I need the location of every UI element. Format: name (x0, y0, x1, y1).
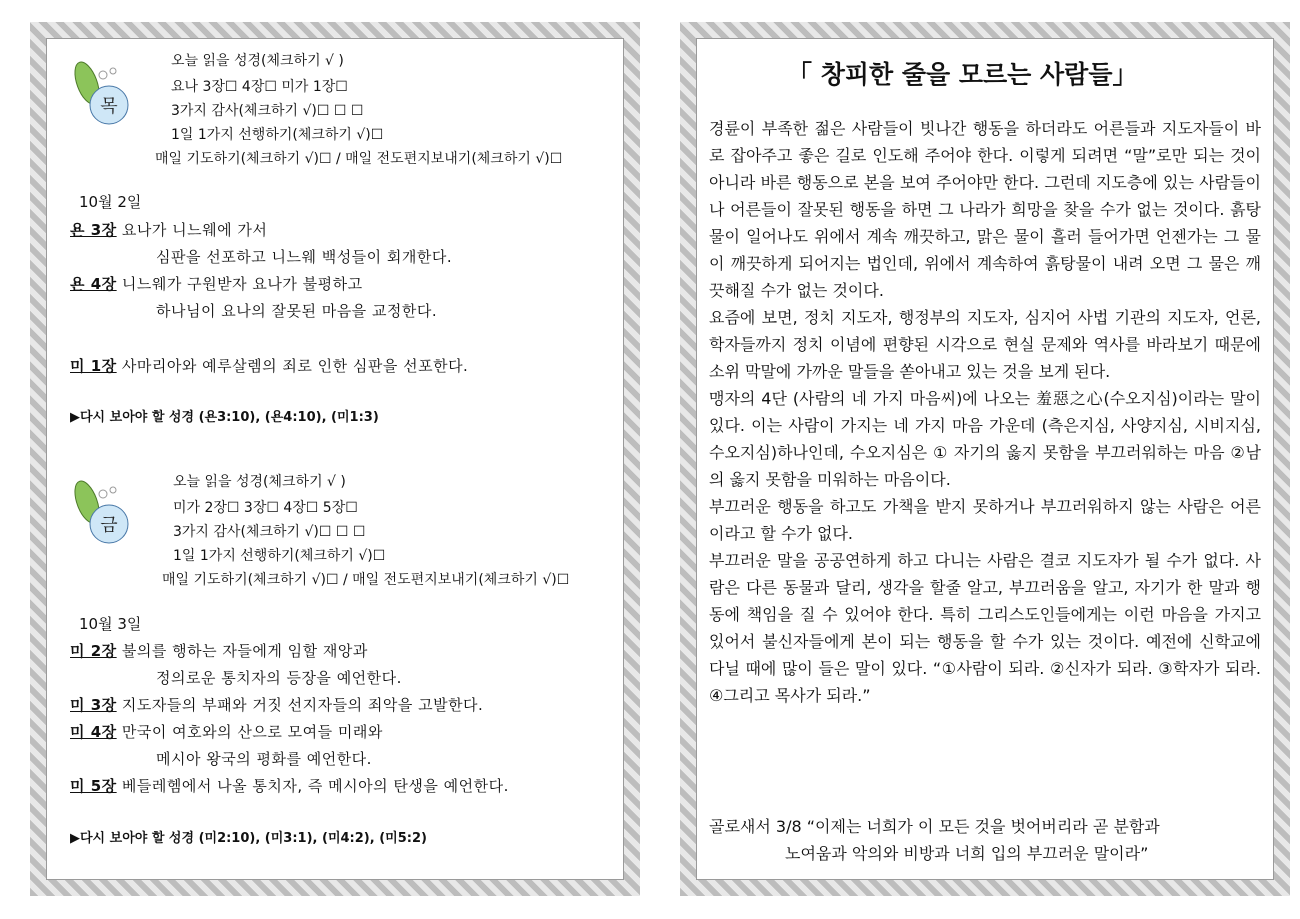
verse-line (70, 640, 368, 661)
essay-title: 「 창피한 줄을 모르는 사람들」 (787, 60, 1138, 89)
verse-continuation: 심판을 선포하고 니느웨 백성들이 회개한다. (156, 248, 453, 266)
verse-text: 지도자들의 부패와 거짓 선지자들의 죄악을 고발한다. (121, 696, 484, 714)
leaf-badge-icon (69, 57, 135, 127)
reading-check-title: 오늘 읽을 성경(체크하기 √ ) (171, 53, 344, 69)
reading-chapters-checklist[interactable]: 미가 2장☐ 3장☐ 4장☐ 5장☐ (173, 500, 358, 516)
thanks-checklist[interactable]: 3가지 감사(체크하기 √)☐ ☐ ☐ (171, 103, 364, 119)
verse-ref: 미 1장 (70, 357, 117, 375)
reading-date: 10월 3일 (79, 615, 142, 633)
verse-continuation: 하나님이 요나의 잘못된 마음을 교정한다. (156, 302, 438, 320)
verse-continuation: 메시아 왕국의 평화를 예언한다. (156, 750, 372, 768)
verse-text: 베들레헴에서 나올 통치자, 즉 메시아의 탄생을 예언한다. (121, 777, 509, 795)
day-label: 목 (100, 96, 118, 117)
verse-ref: 미 2장 (70, 642, 117, 660)
thanks-checklist[interactable]: 3가지 감사(체크하기 √)☐ ☐ ☐ (173, 524, 366, 540)
essay-paragraph: 맹자의 4단 (사람의 네 가지 마음씨)에 나오는 羞惡之心(수오지심)이라는 말이 있다. 이는 사람이 가지는 네 가지 마음 가운데 (측은지심, 사양지심, 시비지심, 수오지심)하나인데, 수오지심은 ① 자기의 옳지 못함을 부끄러워하는 마음 ②남의 옳지 못함을 미워하는 마음이다. (709, 389, 1261, 489)
right-page-content (696, 38, 1274, 880)
left-page (30, 22, 640, 896)
good-deed-checklist[interactable]: 1일 1가지 선행하기(체크하기 √)☐ (171, 127, 384, 143)
verse-ref: 미 3장 (70, 696, 117, 714)
essay-paragraph: 경륜이 부족한 젊은 사람들이 빗나간 행동을 하더라도 어른들과 지도자들이 바로 잡아주고 좋은 길로 인도해 주어야 한다. 이렇게 되려면 “말”로만 되는 것이 아니라 바른 행동으로 본을 보여 주어야만 한다. 그런데 지도층에 있는 사람들이나 어른들이 잘못된 행동을 하면 그 나라가 희망을 찾을 수가 없는 것이다. 흙탕물이 일어나도 위에서 계속 깨끗하고, 맑은 물이 흘러 들어가면 언젠가는 그 물이 깨끗하게 되어지는 법인데, 위에서 계속하여 흙탕물이 내려 오면 그 물은 깨끗해질 수가 없는 것이다. (709, 119, 1261, 300)
verse-line (70, 694, 483, 715)
scripture-quote (709, 813, 1261, 867)
quote-line: 노여움과 악의와 비방과 너희 입의 부끄러운 말이라” (785, 844, 1149, 863)
verse-line (70, 775, 509, 796)
verse-ref: 욘 4장 (70, 275, 117, 293)
verse-line (70, 721, 383, 742)
verse-continuation: 정의로운 통치자의 등장을 예언한다. (156, 669, 402, 687)
quote-line: 골로새서 3/8 “이제는 너희가 이 모든 것을 벗어버리라 곧 분함과 (709, 817, 1160, 836)
reading-chapters-checklist[interactable]: 요나 3장☐ 4장☐ 미가 1장☐ (171, 79, 348, 95)
verse-text: 불의를 행하는 자들에게 임할 재앙과 (121, 642, 368, 660)
verse-line (70, 355, 468, 376)
reading-check-title: 오늘 읽을 성경(체크하기 √ ) (173, 474, 346, 490)
left-page-content (46, 38, 624, 880)
essay-paragraph: 부끄러운 말을 공공연하게 하고 다니는 사람은 결코 지도자가 될 수가 없다. 사람은 다른 동물과 달리, 생각을 할줄 알고, 부끄러움을 알고, 자기가 한 말과 행동에 책임을 질 수 있어야 한다. 특히 그리스도인들에게는 이런 마음을 가지고 있어서 불신자들에게 본이 되는 행동을 할 수가 있는 것이다. 예전에 신학교에 다닐 때에 많이 들은 말이 있다. “①사람이 되라. ②신자가 되라. ③학자가 되라. ④그리고 목사가 되라.” (709, 551, 1261, 705)
day-label: 금 (100, 515, 118, 536)
essay-paragraph: 부끄러운 행동을 하고도 가책을 받지 못하거나 부끄러워하지 않는 사람은 어른이라고 할 수가 없다. (709, 497, 1261, 543)
verse-text: 사마리아와 예루살렘의 죄로 인한 심판을 선포한다. (121, 357, 469, 375)
reading-date: 10월 2일 (79, 193, 142, 211)
verse-ref: 미 5장 (70, 777, 117, 795)
essay-paragraph: 요즘에 보면, 정치 지도자, 행정부의 지도자, 심지어 사법 기관의 지도자, 언론, 학자들까지 정치 이념에 편향된 시각으로 현실 문제와 역사를 바라보기 때문에 소위 막말에 가까운 말들을 쏟아내고 있는 것을 보게 된다. (709, 308, 1261, 381)
right-page (680, 22, 1290, 896)
review-verses-note: ▶다시 보아야 할 성경 (미2:10), (미3:1), (미4:2), (미5:2) (70, 831, 427, 846)
verse-text: 만국이 여호와의 산으로 모여들 미래와 (121, 723, 383, 741)
verse-ref: 미 4장 (70, 723, 117, 741)
daily-checklist[interactable]: 매일 기도하기(체크하기 √)☐ / 매일 전도편지보내기(체크하기 √)☐ (162, 572, 570, 588)
good-deed-checklist[interactable]: 1일 1가지 선행하기(체크하기 √)☐ (173, 548, 386, 564)
verse-ref: 욘 3장 (70, 221, 117, 239)
leaf-badge-icon (69, 476, 135, 546)
daily-checklist[interactable]: 매일 기도하기(체크하기 √)☐ / 매일 전도편지보내기(체크하기 √)☐ (155, 151, 563, 167)
verse-text: 니느웨가 구원받자 요나가 불평하고 (121, 275, 363, 293)
verse-text: 요나가 니느웨에 가서 (121, 221, 268, 239)
verse-line (70, 273, 363, 294)
review-verses-note: ▶다시 보아야 할 성경 (욘3:10), (욘4:10), (미1:3) (70, 410, 379, 425)
essay-body (709, 115, 1261, 709)
verse-line (70, 219, 267, 240)
